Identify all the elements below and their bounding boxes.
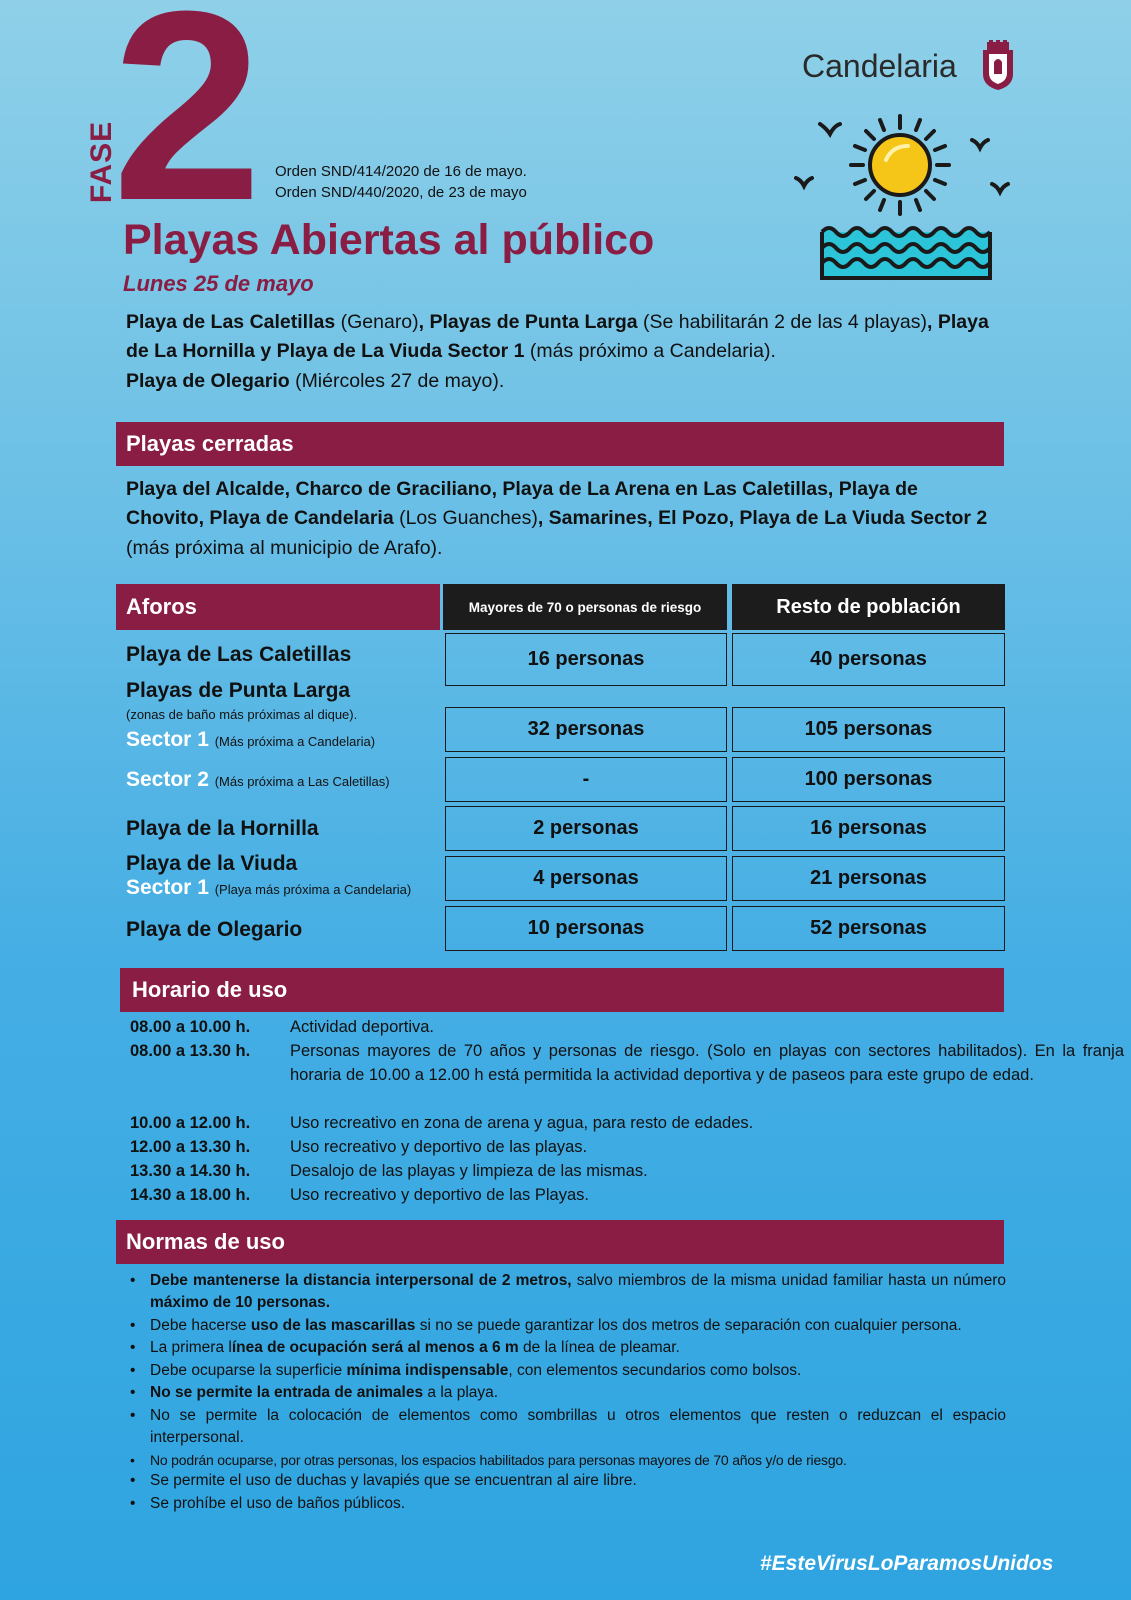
schedule-time: 10.00 a 12.00 h. (130, 1114, 251, 1132)
schedule-time: 12.00 a 13.30 h. (130, 1138, 251, 1156)
closed-heading-text: Playas cerradas (126, 431, 294, 456)
sector-note: (Playa más próxima a Candelaria) (214, 882, 412, 897)
sea-waves-icon (822, 228, 990, 278)
rule-bold: ínea de ocupación será al menos a 6 m (231, 1339, 519, 1357)
rule-text: si no se puede garantizar los dos metros de separación con cualquier persona. (415, 1316, 962, 1334)
list-item (126, 1405, 1006, 1450)
sector-label: Sector 2 (126, 768, 209, 791)
candelaria-logo (802, 40, 1022, 90)
list-item (126, 1337, 1006, 1359)
page-title: Playas Abiertas al público (123, 216, 655, 264)
open-beach-punta-larga: , Playas de Punta Larga (418, 311, 638, 333)
row-sector (126, 768, 390, 792)
sun-icon (851, 116, 949, 214)
cell-value: 52 personas (732, 906, 1005, 951)
schedule-desc: Personas mayores de 70 años y personas de riesgo. (Solo en playas con sectores habilitados). En la franja horaria de 10.00 a 12.00 h está permitida la actividad deportiva y de paseos para este grupo de edad. (290, 1042, 1124, 1084)
closed-beaches-heading (116, 422, 1004, 466)
open-note-1: (Genaro) (335, 311, 419, 333)
list-item (126, 1360, 1006, 1382)
open-beach-olegario: Playa de Olegario (126, 369, 290, 392)
rule-text: Se permite el uso de duchas y lavapiés que se encuentran al aire libre. (150, 1472, 637, 1490)
rule-bold: uso de las mascarillas (250, 1316, 416, 1334)
rule-bold: máximo de 10 personas. (150, 1294, 331, 1312)
list-item (126, 1470, 1006, 1492)
rule-bold: No se permite la entrada de animales (150, 1384, 424, 1402)
schedule-heading (120, 968, 1004, 1012)
cell-value: 21 personas (732, 856, 1005, 901)
col-2-label: Resto de población (776, 595, 961, 618)
row-sector (126, 876, 411, 900)
rule-text: Se prohíbe el uso de baños públicos. (150, 1494, 406, 1512)
closed-list-2: , Samarines, El Pozo, Playa de La Viuda Sector 2 (537, 507, 988, 530)
page-date: Lunes 25 de mayo (123, 271, 314, 296)
schedule-desc: Uso recreativo y deportivo de las Playas. (290, 1186, 589, 1204)
list-item (126, 1450, 1006, 1470)
cell-value: 32 personas (445, 707, 727, 752)
cell-value: 4 personas (445, 856, 727, 901)
rule-text: La primera l (150, 1339, 232, 1357)
bullet-icon: • (130, 1494, 136, 1512)
rule-text: No podrán ocuparse, por otras personas, los espacios habilitados para personas mayores de 70 años y/o de riesgo. (150, 1451, 847, 1468)
rule-text: salvo miembros de la misma unidad familiar hasta un número (571, 1272, 1006, 1289)
capacity-heading (116, 584, 440, 630)
closed-beaches-text (126, 475, 996, 563)
rule-text: Debe hacerse (150, 1316, 251, 1334)
order-line-2: Orden SND/440/2020, de 23 de mayo (275, 184, 527, 201)
fase-number: 2 (112, 0, 257, 257)
schedule-time: 14.30 a 18.00 h. (130, 1186, 251, 1204)
cell-value: 100 personas (732, 757, 1005, 802)
fase-label-text: FASE (85, 120, 118, 204)
order-line-1: Orden SND/414/2020 de 16 de mayo. (275, 163, 527, 180)
open-note-3: (más próximo a Candelaria). (524, 340, 776, 363)
logo-text: Candelaria (802, 48, 957, 84)
bullet-icon: • (130, 1384, 136, 1402)
cell-value: 16 personas (445, 633, 727, 686)
row-name: Playa de la Viuda (126, 852, 298, 875)
schedule-time: 13.30 a 14.30 h. (130, 1162, 251, 1180)
open-note-2: (Se habilitarán 2 de las 4 playas) (637, 311, 927, 333)
rules-heading (116, 1220, 1004, 1264)
rule-text: , con elementos secundarios como bolsos. (508, 1361, 802, 1379)
rules-heading-text: Normas de uso (126, 1229, 285, 1254)
cell-value: - (445, 757, 727, 802)
row-name: Playas de Punta Larga (126, 679, 351, 702)
open-note-4: (Miércoles 27 de mayo). (289, 369, 505, 392)
bullet-icon: • (130, 1272, 136, 1289)
closed-note-2: (más próxima al municipio de Arafo). (126, 536, 443, 559)
closed-list-1: Playa del Alcalde, Charco de Graciliano, Playa de La Arena en Las Caletillas, Playa de Chovito, Playa de Candelaria (126, 478, 918, 530)
schedule-desc: Uso recreativo y deportivo de las playas. (290, 1138, 588, 1156)
bullet-icon: • (130, 1361, 136, 1379)
cell-value: 16 personas (732, 806, 1005, 851)
bullet-icon: • (130, 1316, 136, 1334)
schedule-time: 08.00 a 10.00 h. (130, 1018, 251, 1036)
row-name: Playa de Olegario (126, 918, 303, 941)
cell-value: 40 personas (732, 633, 1005, 686)
sector-label: Sector 1 (126, 728, 209, 751)
schedule-desc: Uso recreativo en zona de arena y agua, para resto de edades. (290, 1114, 754, 1132)
schedule-desc: Desalojo de las playas y limpieza de las mismas. (290, 1162, 648, 1180)
closed-note-1: (Los Guanches) (393, 507, 538, 530)
row-sector (126, 728, 375, 752)
bullet-icon: • (130, 1451, 135, 1468)
open-beaches-text (126, 308, 1006, 396)
cell-value: 10 personas (445, 906, 727, 951)
row-name: Playa de la Hornilla (126, 817, 319, 840)
bullet-icon: • (130, 1472, 136, 1490)
list-item (126, 1493, 1006, 1515)
sector-note: (Más próxima a Candelaria) (214, 734, 376, 749)
rule-text: a la playa. (423, 1384, 499, 1402)
capacity-heading-text: Aforos (126, 594, 197, 619)
rule-bold: mínima indispensable (346, 1361, 509, 1379)
rule-bold: Debe mantenerse la distancia interpersonal de 2 metros, (150, 1272, 572, 1289)
hashtag: #EsteVirusLoParamosUnidos (760, 1552, 1054, 1575)
bullet-icon: • (130, 1406, 136, 1424)
schedule-desc: Actividad deportiva. (290, 1018, 434, 1036)
open-beach-caletillas: Playa de Las Caletillas (126, 311, 336, 333)
sun-sea-illustration (792, 110, 1032, 290)
bullet-icon: • (130, 1339, 136, 1357)
cell-value: 2 personas (445, 806, 727, 851)
row-note: (zonas de baño más próximas al dique). (126, 707, 358, 722)
sector-label: Sector 1 (126, 876, 209, 899)
rule-text: Debe ocuparse la superficie (150, 1361, 347, 1379)
rules-list (126, 1270, 1006, 1515)
open-beach-hornilla-viuda: , Playa de La Hornilla y Playa de La Viuda Sector 1 (126, 311, 989, 363)
capacity-col-header-1 (443, 584, 727, 630)
capacity-col-header-2 (732, 584, 1005, 630)
schedule-time: 08.00 a 13.30 h. (130, 1042, 251, 1060)
list-item (126, 1270, 1006, 1315)
list-item (126, 1315, 1006, 1337)
coat-of-arms-icon (977, 40, 1019, 92)
schedule-heading-text: Horario de uso (132, 977, 288, 1002)
cell-value: 105 personas (732, 707, 1005, 752)
list-item (126, 1382, 1006, 1404)
sector-note: (Más próxima a Las Caletillas) (214, 774, 390, 789)
rule-text: de la línea de pleamar. (518, 1339, 680, 1357)
row-name: Playa de Las Caletillas (126, 643, 352, 666)
col-1-label: Mayores de 70 o personas de riesgo (468, 599, 702, 615)
rule-text: No se permite la colocación de elementos como sombrillas u otros elementos que resten o reduzcan el espacio interpersonal. (150, 1406, 1006, 1447)
